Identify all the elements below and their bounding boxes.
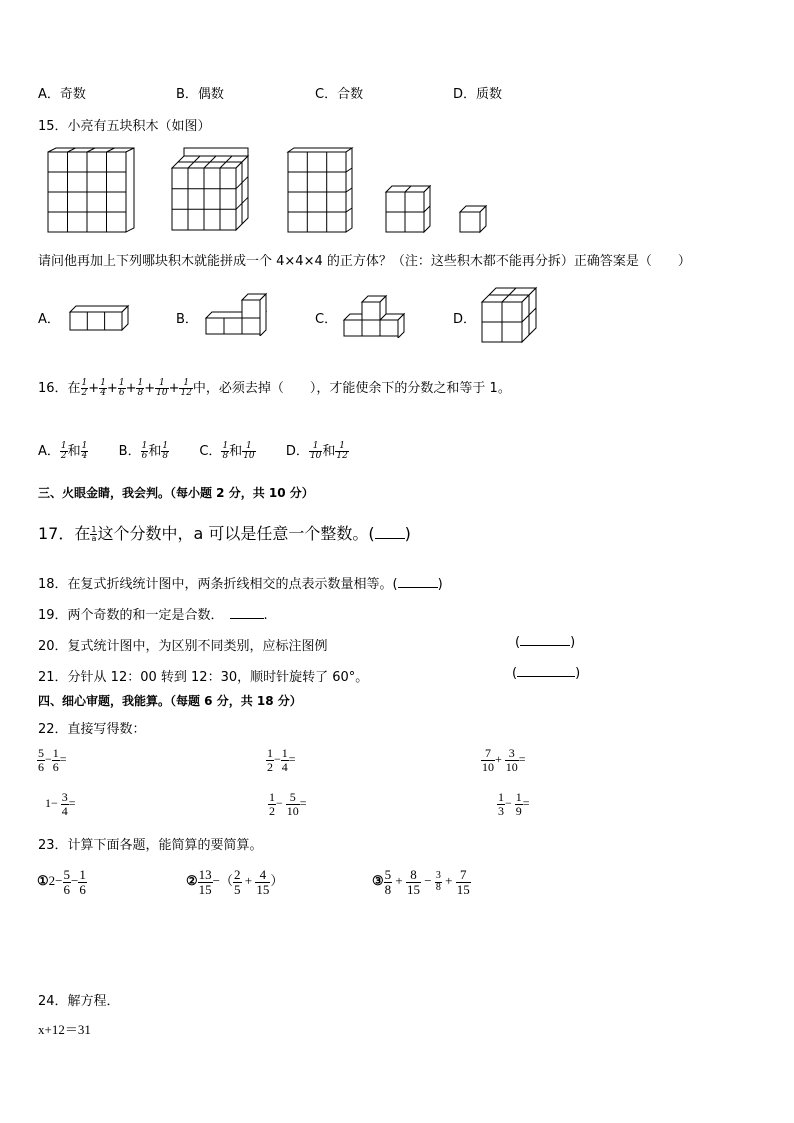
q16-frac-4: $\frac{1}{8}$ xyxy=(137,377,144,398)
q23-problem-1: ①2− $\frac{5}{6}$ − $\frac{1}{6}$ xyxy=(37,867,86,897)
answer-blank[interactable] xyxy=(520,645,570,646)
q21-text: 21．分针从 12：00 转到 12：30，顺时针旋转了 60°。 xyxy=(38,670,369,685)
q22-item-6: $\frac{1}{3}$ − $\frac{1}{9}$ = xyxy=(498,790,530,818)
q23-title: 23．计算下面各题，能简算的要简算。 xyxy=(38,838,263,853)
q15-option-c-figure xyxy=(342,294,408,338)
q23-problem-2: ② $\frac{13}{15}$ −（ $\frac{2}{5}$ + $\frac{4}{15}$ ） xyxy=(186,867,284,897)
q21-answer: ( ) xyxy=(512,666,581,681)
q15-blocks-figure xyxy=(40,140,560,240)
answer-blank[interactable] xyxy=(375,538,405,539)
q22-item-2: $\frac{1}{2}$ − $\frac{1}{4}$ = xyxy=(267,746,296,774)
q22-item-4: 1− $\frac{3}{4}$ = xyxy=(45,790,76,818)
q22-item-3: $\frac{7}{10}$ + $\frac{3}{10}$ = xyxy=(482,746,526,774)
answer-blank[interactable] xyxy=(230,618,264,619)
q14-option-c: C．合数 xyxy=(315,87,364,102)
q18: 18．在复式折线统计图中，两条折线相交的点表示数量相等。( ) xyxy=(38,577,443,592)
q16-stem: 16．在 $\frac{1}{2}$ + $\frac{1}{4}$ + $\frac{1}{6}$ + $\frac{1}{8}$ + $\frac{1}{10}$ + $\frac{1}{12}$ 中，必须去掉（ ），才能使余下的分数之和等于 1。 xyxy=(38,377,511,398)
q14-option-b: B．偶数 xyxy=(176,87,224,102)
q15-question: 请问他再加上下列哪块积木就能拼成一个 4×4×4 的正方体？（注：这些积木都不能再分拆）正确答案是（ ） xyxy=(38,254,691,269)
section-3-heading: 三、火眼金睛，我会判。（每小题 2 分，共 10 分） xyxy=(38,486,314,500)
answer-blank[interactable] xyxy=(398,587,438,588)
q16-frac-1: $\frac{1}{2}$ xyxy=(81,377,88,398)
q14-option-d: D．质数 xyxy=(453,87,503,102)
q15-option-a-label: A． xyxy=(38,312,60,327)
q23-problem-3: ③ $\frac{5}{8}$ + $\frac{8}{15}$ − $\frac{3}{8}$ + $\frac{7}{15}$ xyxy=(372,867,470,897)
block-3 xyxy=(288,148,352,232)
block-5 xyxy=(460,206,486,232)
q22-item-5: $\frac{1}{2}$ − $\frac{5}{10}$ = xyxy=(269,790,307,818)
q22-item-1: $\frac{5}{6}$ − $\frac{1}{6}$ = xyxy=(38,746,67,774)
section-4-heading: 四、细心审题，我能算。（每题 6 分，共 18 分） xyxy=(38,694,302,708)
q24-title: 24．解方程． xyxy=(38,994,120,1009)
q15-option-b-figure xyxy=(204,292,270,336)
q15-option-c-label: C． xyxy=(315,312,338,327)
q15-option-b-label: B． xyxy=(176,312,198,327)
q16-frac-2: $\frac{1}{4}$ xyxy=(100,377,106,398)
q14-option-a: A．奇数 xyxy=(38,87,86,102)
block-2 xyxy=(172,148,248,230)
q20-text: 20．复式统计图中，为区别不同类别，应标注图例 xyxy=(38,639,328,654)
q15-option-d-label: D． xyxy=(453,312,477,327)
q17: 17．在 $\frac{1}{a}$ 这个分数中，a 可以是任意一个整数。( ) xyxy=(38,524,411,543)
block-1 xyxy=(48,148,134,232)
q20-answer: ( ) xyxy=(515,635,576,650)
q16-frac-5: $\frac{1}{10}$ xyxy=(156,377,168,398)
block-4 xyxy=(386,186,430,232)
q22-title: 22．直接写得数： xyxy=(38,722,146,737)
q24-equation: x+12＝31 xyxy=(38,1022,91,1037)
q19: 19．两个奇数的和一定是合数． . xyxy=(38,608,268,623)
q16-options: A． $\frac{1}{2}$ 和 $\frac{1}{4}$ B． $\frac{1}{6}$ 和 $\frac{1}{8}$ C． $\frac{1}{8}$ 和 $\frac{1}{10}$ D． $\frac{1}{10}$ 和 $\frac{1}{12}$ xyxy=(38,440,348,461)
q16-frac-3: $\frac{1}{6}$ xyxy=(118,377,125,398)
answer-blank[interactable] xyxy=(517,676,575,677)
q15-stem: 15．小亮有五块积木（如图） xyxy=(38,119,211,134)
q16-frac-6: $\frac{1}{12}$ xyxy=(180,377,192,398)
q15-option-a-figure xyxy=(68,302,132,332)
q15-option-d-figure xyxy=(480,286,540,344)
